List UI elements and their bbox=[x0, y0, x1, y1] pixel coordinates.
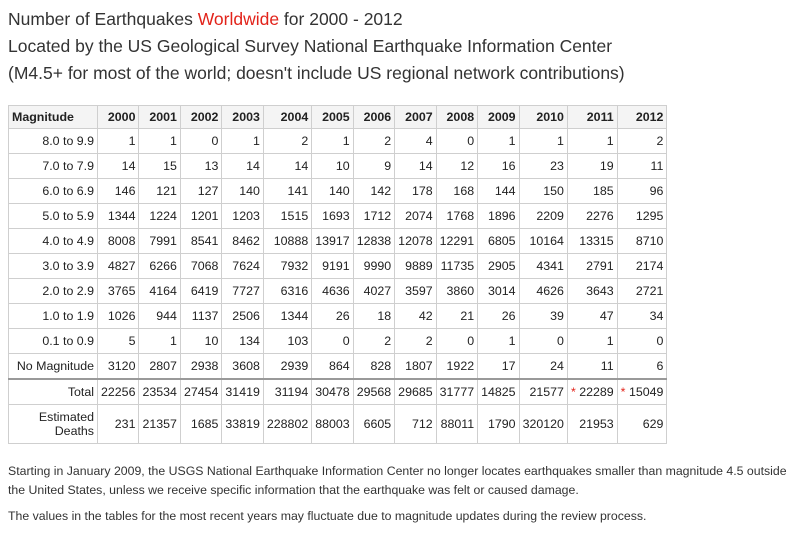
deaths-cell: 629 bbox=[617, 405, 667, 444]
total-row bbox=[9, 379, 667, 405]
count-cell: 11 bbox=[567, 354, 617, 380]
count-cell: 140 bbox=[312, 179, 353, 204]
count-cell: 47 bbox=[567, 304, 617, 329]
count-cell: 7932 bbox=[263, 254, 311, 279]
count-cell: 26 bbox=[478, 304, 519, 329]
count-cell: 7727 bbox=[222, 279, 263, 304]
count-cell: 1693 bbox=[312, 204, 353, 229]
total-label: Total bbox=[9, 379, 98, 405]
count-cell: 3597 bbox=[395, 279, 436, 304]
deaths-cell: 231 bbox=[98, 405, 139, 444]
table-row bbox=[9, 329, 667, 354]
count-cell: 6 bbox=[617, 354, 667, 380]
total-value: 31194 bbox=[274, 385, 309, 399]
count-cell: 3608 bbox=[222, 354, 263, 380]
count-cell: 3765 bbox=[98, 279, 139, 304]
count-cell: 17 bbox=[478, 354, 519, 380]
year-header: 2012 bbox=[617, 106, 667, 129]
total-value: 27454 bbox=[183, 385, 219, 399]
count-cell: 1 bbox=[478, 129, 519, 154]
count-cell: 3120 bbox=[98, 354, 139, 380]
asterisk-marker: * bbox=[620, 385, 629, 399]
count-cell: 168 bbox=[436, 179, 477, 204]
total-cell bbox=[478, 379, 519, 405]
deaths-cell: 88003 bbox=[312, 405, 353, 444]
count-cell: 5 bbox=[98, 329, 139, 354]
count-cell: 26 bbox=[312, 304, 353, 329]
count-cell: 15 bbox=[139, 154, 180, 179]
count-cell: 150 bbox=[519, 179, 567, 204]
deaths-cell: 33819 bbox=[222, 405, 263, 444]
count-cell: 13 bbox=[180, 154, 221, 179]
count-cell: 12291 bbox=[436, 229, 477, 254]
count-cell: 8710 bbox=[617, 229, 667, 254]
total-cell bbox=[312, 379, 353, 405]
total-cell bbox=[98, 379, 139, 405]
count-cell: 1137 bbox=[180, 304, 221, 329]
table-row bbox=[9, 254, 667, 279]
count-cell: 3860 bbox=[436, 279, 477, 304]
deaths-cell: 21953 bbox=[567, 405, 617, 444]
count-cell: 2938 bbox=[180, 354, 221, 380]
count-cell: 1768 bbox=[436, 204, 477, 229]
magnitude-range-cell: 4.0 to 4.9 bbox=[9, 229, 98, 254]
count-cell: 8541 bbox=[180, 229, 221, 254]
magnitude-range-cell: 1.0 to 1.9 bbox=[9, 304, 98, 329]
year-header: 2003 bbox=[222, 106, 263, 129]
count-cell: 1026 bbox=[98, 304, 139, 329]
magnitude-range-cell: 2.0 to 2.9 bbox=[9, 279, 98, 304]
count-cell: 134 bbox=[222, 329, 263, 354]
count-cell: 1 bbox=[312, 129, 353, 154]
count-cell: 2506 bbox=[222, 304, 263, 329]
count-cell: 34 bbox=[617, 304, 667, 329]
count-cell: 1922 bbox=[436, 354, 477, 380]
total-value: 31419 bbox=[225, 385, 260, 399]
count-cell: 10 bbox=[312, 154, 353, 179]
deaths-cell: 1685 bbox=[180, 405, 221, 444]
total-value: 23534 bbox=[142, 385, 177, 399]
count-cell: 13917 bbox=[312, 229, 353, 254]
year-header: 2006 bbox=[353, 106, 394, 129]
page-heading bbox=[8, 6, 625, 87]
count-cell: 2905 bbox=[478, 254, 519, 279]
deaths-cell: 1790 bbox=[478, 405, 519, 444]
total-value: 15049 bbox=[628, 385, 664, 399]
count-cell: 1 bbox=[139, 129, 180, 154]
count-cell: 6805 bbox=[478, 229, 519, 254]
year-header: 2004 bbox=[263, 106, 311, 129]
count-cell: 13315 bbox=[567, 229, 617, 254]
year-header: 2011 bbox=[567, 106, 617, 129]
table-row bbox=[9, 354, 667, 380]
count-cell: 7068 bbox=[180, 254, 221, 279]
count-cell: 1203 bbox=[222, 204, 263, 229]
count-cell: 18 bbox=[353, 304, 394, 329]
total-cell bbox=[222, 379, 263, 405]
count-cell: 16 bbox=[478, 154, 519, 179]
heading-line-1 bbox=[8, 6, 625, 33]
count-cell: 1807 bbox=[395, 354, 436, 380]
asterisk-marker: * bbox=[570, 385, 580, 399]
count-cell: 19 bbox=[567, 154, 617, 179]
count-cell: 4636 bbox=[312, 279, 353, 304]
count-cell: 1896 bbox=[478, 204, 519, 229]
count-cell: 121 bbox=[139, 179, 180, 204]
magnitude-range-cell: 6.0 to 6.9 bbox=[9, 179, 98, 204]
count-cell: 9191 bbox=[312, 254, 353, 279]
table-body bbox=[9, 129, 667, 444]
count-cell: 1 bbox=[567, 329, 617, 354]
count-cell: 8008 bbox=[98, 229, 139, 254]
total-value: 29568 bbox=[356, 385, 392, 399]
count-cell: 1224 bbox=[139, 204, 180, 229]
count-cell: 828 bbox=[353, 354, 394, 380]
count-cell: 96 bbox=[617, 179, 667, 204]
count-cell: 11 bbox=[617, 154, 667, 179]
total-cell bbox=[436, 379, 477, 405]
count-cell: 2276 bbox=[567, 204, 617, 229]
count-cell: 4164 bbox=[139, 279, 180, 304]
count-cell: 1 bbox=[567, 129, 617, 154]
count-cell: 1344 bbox=[98, 204, 139, 229]
heading-suffix: for 2000 - 2012 bbox=[279, 9, 403, 29]
count-cell: 2 bbox=[353, 329, 394, 354]
magnitude-range-cell: 0.1 to 0.9 bbox=[9, 329, 98, 354]
count-cell: 6266 bbox=[139, 254, 180, 279]
count-cell: 1201 bbox=[180, 204, 221, 229]
total-cell bbox=[395, 379, 436, 405]
count-cell: 4341 bbox=[519, 254, 567, 279]
count-cell: 1 bbox=[98, 129, 139, 154]
count-cell: 39 bbox=[519, 304, 567, 329]
count-cell: 1295 bbox=[617, 204, 667, 229]
count-cell: 7624 bbox=[222, 254, 263, 279]
count-cell: 10 bbox=[180, 329, 221, 354]
heading-line-3: (M4.5+ for most of the world; doesn't include US regional network contributions) bbox=[8, 63, 625, 83]
count-cell: 0 bbox=[180, 129, 221, 154]
count-cell: 944 bbox=[139, 304, 180, 329]
total-value: 22256 bbox=[101, 385, 136, 399]
count-cell: 23 bbox=[519, 154, 567, 179]
table-row bbox=[9, 129, 667, 154]
count-cell: 0 bbox=[436, 129, 477, 154]
note-1: Starting in January 2009, the USGS National Earthquake Information Center no longer locates earthquakes smaller than magnitude 4.5 outside the United States, unless we receive specific information that the earthquake was felt or caused damage. bbox=[8, 464, 787, 497]
count-cell: 0 bbox=[617, 329, 667, 354]
total-cell bbox=[263, 379, 311, 405]
count-cell: 142 bbox=[353, 179, 394, 204]
count-cell: 1 bbox=[139, 329, 180, 354]
count-cell: 2939 bbox=[263, 354, 311, 380]
earthquake-table bbox=[8, 105, 667, 444]
magnitude-header: Magnitude bbox=[9, 106, 98, 129]
count-cell: 1 bbox=[478, 329, 519, 354]
count-cell: 0 bbox=[436, 329, 477, 354]
total-cell bbox=[139, 379, 180, 405]
deaths-cell: 320120 bbox=[519, 405, 567, 444]
count-cell: 3643 bbox=[567, 279, 617, 304]
deaths-label: Estimated Deaths bbox=[9, 405, 98, 444]
total-cell bbox=[180, 379, 221, 405]
magnitude-range-cell: 3.0 to 3.9 bbox=[9, 254, 98, 279]
count-cell: 2 bbox=[263, 129, 311, 154]
count-cell: 146 bbox=[98, 179, 139, 204]
deaths-cell: 6605 bbox=[353, 405, 394, 444]
count-cell: 2 bbox=[395, 329, 436, 354]
table-row bbox=[9, 279, 667, 304]
magnitude-range-cell: 8.0 to 9.9 bbox=[9, 129, 98, 154]
count-cell: 12 bbox=[436, 154, 477, 179]
total-value: 21577 bbox=[529, 385, 564, 399]
table-row bbox=[9, 304, 667, 329]
count-cell: 9990 bbox=[353, 254, 394, 279]
magnitude-range-cell: 7.0 to 7.9 bbox=[9, 154, 98, 179]
count-cell: 4 bbox=[395, 129, 436, 154]
year-header: 2002 bbox=[180, 106, 221, 129]
count-cell: 2 bbox=[353, 129, 394, 154]
count-cell: 2791 bbox=[567, 254, 617, 279]
deaths-cell: 712 bbox=[395, 405, 436, 444]
total-value: 31777 bbox=[439, 385, 475, 399]
total-value: 29685 bbox=[398, 385, 433, 399]
year-header: 2009 bbox=[478, 106, 519, 129]
deaths-row bbox=[9, 405, 667, 444]
total-cell bbox=[617, 379, 667, 405]
year-header: 2001 bbox=[139, 106, 180, 129]
count-cell: 9889 bbox=[395, 254, 436, 279]
count-cell: 2 bbox=[617, 129, 667, 154]
note-2: The values in the tables for the most recent years may fluctuate due to magnitude updates during the review process. bbox=[8, 509, 647, 523]
total-value: 30478 bbox=[315, 385, 350, 399]
year-header: 2008 bbox=[436, 106, 477, 129]
count-cell: 2174 bbox=[617, 254, 667, 279]
count-cell: 4626 bbox=[519, 279, 567, 304]
count-cell: 2074 bbox=[395, 204, 436, 229]
total-cell bbox=[353, 379, 394, 405]
count-cell: 1712 bbox=[353, 204, 394, 229]
table-row bbox=[9, 229, 667, 254]
deaths-cell: 88011 bbox=[436, 405, 477, 444]
total-cell bbox=[519, 379, 567, 405]
deaths-cell: 21357 bbox=[139, 405, 180, 444]
count-cell: 8462 bbox=[222, 229, 263, 254]
year-header: 2010 bbox=[519, 106, 567, 129]
count-cell: 1 bbox=[519, 129, 567, 154]
count-cell: 12078 bbox=[395, 229, 436, 254]
count-cell: 14 bbox=[222, 154, 263, 179]
magnitude-range-cell: 5.0 to 5.9 bbox=[9, 204, 98, 229]
heading-line-2: Located by the US Geological Survey National Earthquake Information Center bbox=[8, 36, 613, 56]
count-cell: 2807 bbox=[139, 354, 180, 380]
year-header: 2000 bbox=[98, 106, 139, 129]
count-cell: 12838 bbox=[353, 229, 394, 254]
count-cell: 0 bbox=[519, 329, 567, 354]
count-cell: 864 bbox=[312, 354, 353, 380]
table-header-row bbox=[9, 106, 667, 129]
count-cell: 1344 bbox=[263, 304, 311, 329]
table-row bbox=[9, 154, 667, 179]
count-cell: 9 bbox=[353, 154, 394, 179]
count-cell: 185 bbox=[567, 179, 617, 204]
count-cell: 103 bbox=[263, 329, 311, 354]
count-cell: 7991 bbox=[139, 229, 180, 254]
count-cell: 4027 bbox=[353, 279, 394, 304]
count-cell: 144 bbox=[478, 179, 519, 204]
notes bbox=[8, 462, 798, 534]
count-cell: 4827 bbox=[98, 254, 139, 279]
count-cell: 140 bbox=[222, 179, 263, 204]
magnitude-range-cell: No Magnitude bbox=[9, 354, 98, 380]
deaths-cell: 228802 bbox=[263, 405, 311, 444]
heading-prefix: Number of Earthquakes bbox=[8, 9, 198, 29]
total-value: 14825 bbox=[481, 385, 516, 399]
count-cell: 10164 bbox=[519, 229, 567, 254]
count-cell: 2209 bbox=[519, 204, 567, 229]
count-cell: 14 bbox=[263, 154, 311, 179]
count-cell: 127 bbox=[180, 179, 221, 204]
year-header: 2005 bbox=[312, 106, 353, 129]
count-cell: 3014 bbox=[478, 279, 519, 304]
count-cell: 21 bbox=[436, 304, 477, 329]
count-cell: 6316 bbox=[263, 279, 311, 304]
count-cell: 42 bbox=[395, 304, 436, 329]
count-cell: 178 bbox=[395, 179, 436, 204]
count-cell: 2721 bbox=[617, 279, 667, 304]
count-cell: 14 bbox=[395, 154, 436, 179]
year-header: 2007 bbox=[395, 106, 436, 129]
count-cell: 14 bbox=[98, 154, 139, 179]
count-cell: 1 bbox=[222, 129, 263, 154]
count-cell: 0 bbox=[312, 329, 353, 354]
count-cell: 10888 bbox=[263, 229, 311, 254]
count-cell: 6419 bbox=[180, 279, 221, 304]
total-value: 22289 bbox=[579, 385, 614, 399]
heading-highlight: Worldwide bbox=[197, 9, 280, 29]
table-row bbox=[9, 179, 667, 204]
count-cell: 24 bbox=[519, 354, 567, 380]
count-cell: 1515 bbox=[263, 204, 311, 229]
total-cell bbox=[567, 379, 617, 405]
count-cell: 11735 bbox=[436, 254, 477, 279]
count-cell: 141 bbox=[263, 179, 311, 204]
table-row bbox=[9, 204, 667, 229]
